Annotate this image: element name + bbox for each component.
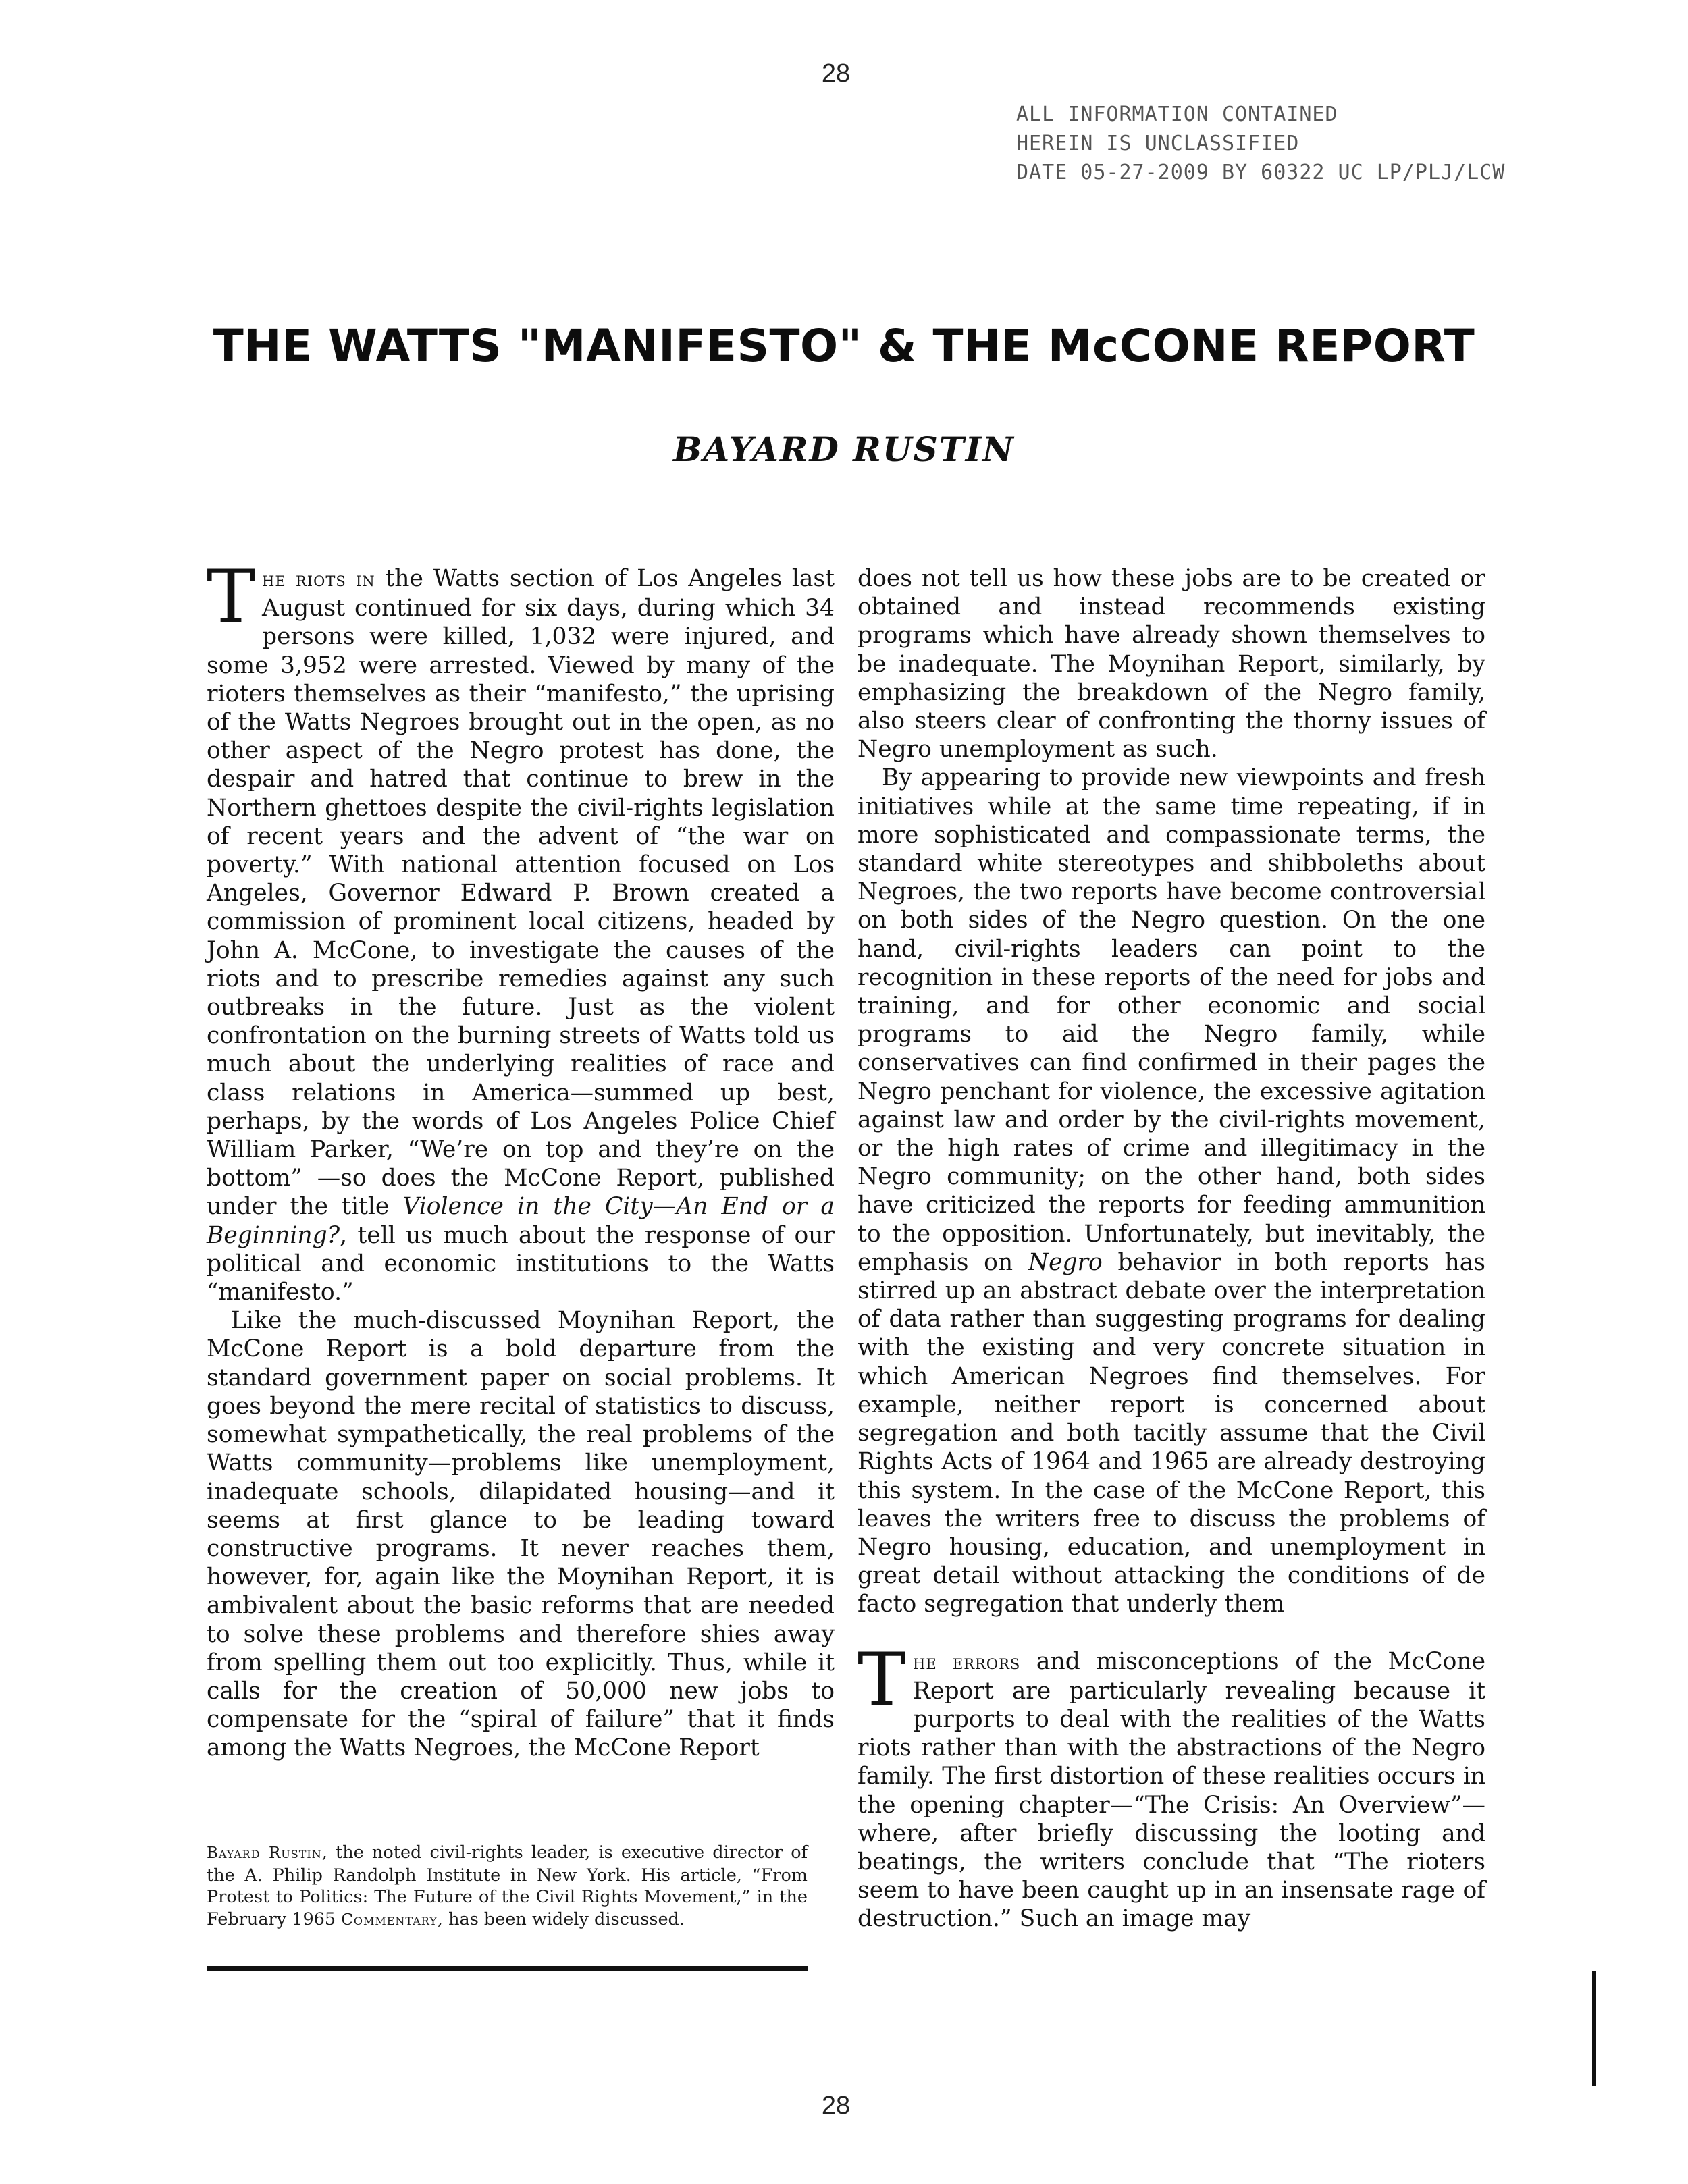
paragraph-text: behavior in both reports has stirred up an abstract debate over the interpretation of data rather than suggesting programs for dealing with the existing and very concrete situation in which American Negroes find themselves. For example, neither report is concerned about segregation and both tacitly assume that the Civil Rights Acts of 1964 and 1965 are already destroying this system. In the case of the McCone Report, this leaves the writers free to discuss the problems of Negro housing, education, and unemployment in great detail without attacking the conditions of de facto segregation that underly them (858, 1248, 1485, 1618)
stamp-line: ALL INFORMATION CONTAINED (1016, 103, 1338, 126)
emphasis: Negro (1028, 1248, 1103, 1276)
declassification-stamp (1016, 100, 1624, 187)
report-title: Violence in the City—An End or a Beginning? (207, 1193, 835, 1249)
right-column (858, 564, 1485, 1934)
paragraph (207, 555, 835, 1306)
footnote-rule (207, 1966, 808, 1971)
footnote-name: Bayard Rustin (207, 1844, 322, 1862)
left-column (207, 555, 835, 1763)
paragraph: Like the much-discussed Moynihan Report, the McCone Report is a bold departure from the standard government paper on social problems. It goes beyond the mere recital of statistics to discuss, somewhat sympathetically, the real problems of the Watts community—problems like unemployment, inadequate schools, dilapidated housing—and it seems at first glance to be leading toward constructive programs. It never reaches them, however, for, again like the Moynihan Report, it is ambivalent about the basic reforms that are needed to solve these problems and therefore shies away from spelling them out too explicitly. Thus, while it calls for the creation of 50,000 new jobs to compensate for the “spiral of failure” that it finds among the Watts Negroes, the McCone Report (207, 1307, 835, 1762)
footnote-text: , the noted civil-rights leader, is executive director of the A. Philip Randolph Institute in New York. His article, “From Protest to Politics: The Future of the Civil Rights Movement,” in the February 1965 (207, 1842, 808, 1929)
page-number-bottom: 28 (821, 2092, 851, 2120)
paragraph-text: , tell us much about the response of our political and economic institutions to the Watts “manifesto.” (207, 1221, 835, 1306)
paragraph: does not tell us how these jobs are to be created or obtained and instead recommends existing programs which have already shown themselves to be inadequate. The Moynihan Report, similarly, by emphasizing the breakdown of the Negro family, also steers clear of confronting the thorny issues of Negro unemployment as such. (858, 565, 1485, 764)
author-footnote (207, 1842, 808, 1931)
drop-cap: T (207, 555, 256, 639)
scan-edge-mark (1592, 1971, 1596, 2086)
page-number-top: 28 (821, 59, 851, 88)
footnote-journal: Commentary (341, 1911, 438, 1929)
stamp-line: DATE 05-27-2009 BY 60322 UC LP/PLJ/LCW (1016, 161, 1506, 184)
paragraph-text: By appearing to provide new viewpoints and fresh initiatives while at the same time repeating, if in more sophisticated and compassionate terms, the standard white stereotypes and shibboleths about Negroes, the two reports have become controversial on both sides of the Negro question. On the one hand, civil-rights leaders can point to the recognition in these reports of the need for jobs and training, and for other economic and social programs to aid the Negro family, while conservatives can find confirmed in their pages the Negro penchant for violence, the excessive agitation against law and order by the civil-rights movement, or the high rates of crime and illegitimacy in the Negro community; on the other hand, both sides have criticized the reports for feeding ammunition to the opposition. Unfortunately, but inevitably, the emphasis on (858, 764, 1485, 1276)
footnote-text: , has been widely discussed. (437, 1909, 685, 1929)
lead-in: he riots in (262, 568, 375, 591)
paragraph-text: the Watts section of Los Angeles last August continued for six days, during which 34 persons were killed, 1,032 were injured, and some 3,952 were arrested. Viewed by many of the rioters themselves as their “manifesto,” the uprising of the Watts Negroes brought out in the open, as no other aspect of the Negro protest has done, the despair and hatred that continue to brew in the Northern ghettoes despite the civil-rights legislation of recent years and the advent of “the war on poverty.” With national attention focused on Los Angeles, Governor Edward P. Brown created a commission of prominent local citizens, headed by John A. McCone, to investigate the causes of the riots and to prescribe remedies against any such outbreaks in the future. Just as the violent confrontation on the burning streets of Watts told us much about the underlying realities of race and class relations in America—summed up best, perhaps, by the words of Los Angeles Police Chief William Parker, “We’re on top and they’re on the bottom” —so does the McCone Report, published under the title (207, 565, 835, 1221)
paragraph-text: and misconceptions of the McCone Report are particularly revealing because it purports to deal with the realities of the Watts riots rather than with the abstractions of the Negro family. The first distortion of these realities occurs in the opening chapter—“The Crisis: An Overview”—where, after briefly discussing the looting and beatings, the writers conclude that “The rioters seem to have been caught up in an insensate rage of destruction.” Such an image may (858, 1647, 1485, 1933)
article-title: THE WATTS "MANIFESTO" & THE McCONE REPORT (213, 320, 1475, 372)
paragraph (858, 764, 1485, 1618)
paragraph (858, 1637, 1485, 1934)
stamp-line: HEREIN IS UNCLASSIFIED (1016, 132, 1300, 155)
lead-in: he errors (913, 1650, 1021, 1674)
article-author: BAYARD RUSTIN (673, 429, 1015, 469)
drop-cap: T (858, 1637, 907, 1722)
